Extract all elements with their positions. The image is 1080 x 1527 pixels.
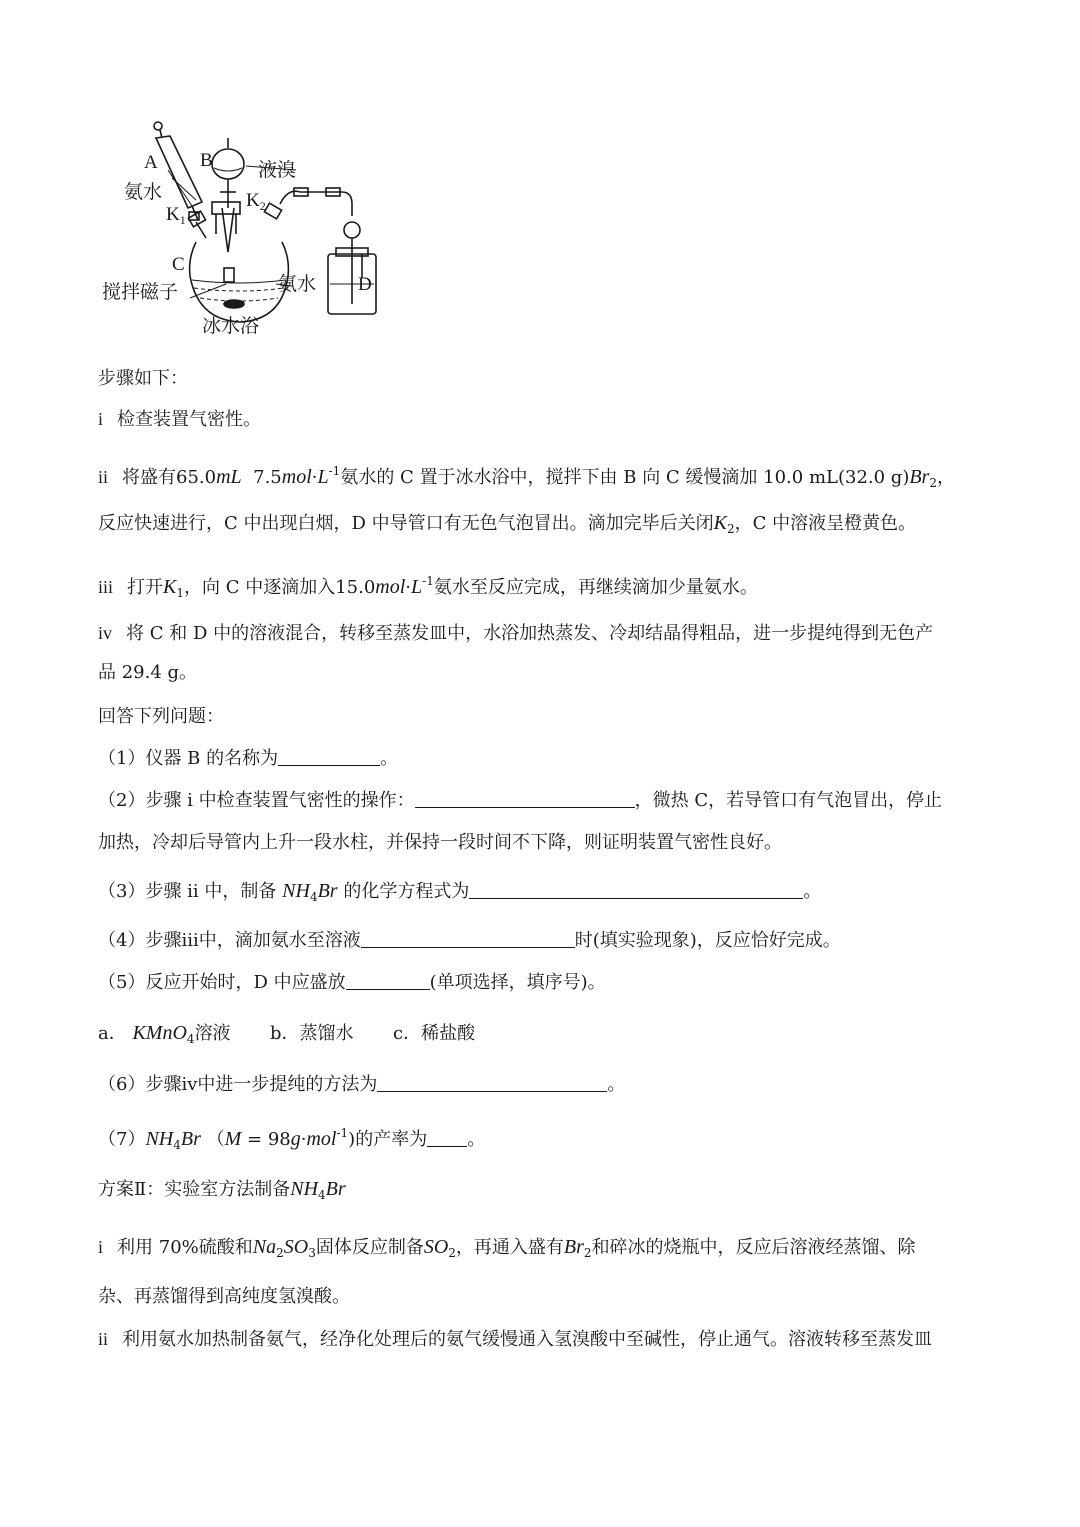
question-2-line2: 加热，冷却后导管内上升一段水柱，并保持一段时间不下降，则证明装置气密性良好。 bbox=[98, 832, 782, 853]
question-6: （6）步骤iv中进一步提纯的方法为 。 bbox=[98, 1074, 626, 1095]
answer-blank-2[interactable] bbox=[415, 789, 635, 808]
option-c[interactable]: c．稀盐酸 bbox=[393, 1023, 476, 1044]
option-a[interactable]: a． KMnO$_4$溶液 bbox=[98, 1022, 231, 1046]
steps-heading: 步骤如下： bbox=[98, 368, 188, 389]
answer-blank-6[interactable] bbox=[377, 1073, 607, 1092]
question-5: （5）反应开始时，D 中应盛放 (单项选择，填序号)。 bbox=[98, 972, 606, 993]
label-k1: $K_1$ bbox=[166, 204, 186, 227]
scheme-2-heading: 方案Ⅱ：实验室方法制备$NH_4Br$ bbox=[98, 1178, 346, 1202]
question-4: （4）步骤iii中，滴加氨水至溶液 时(填实验现象)，反应恰好完成。 bbox=[98, 930, 841, 951]
funnel-b bbox=[212, 138, 244, 252]
label-liquid-bromine: 液溴 bbox=[258, 159, 297, 181]
step-ii-line1: ii 将盛有65.0mL $7.5mol\cdot L^{-1}$氨水的 C 置于冰水浴中，搅拌下由 B 向 C 缓慢滴加 10.0 mL(32.0 $g)Br_2$， bbox=[98, 464, 955, 490]
label-k2: $K_2$ bbox=[246, 190, 266, 213]
label-ammonia-right: 氨水 bbox=[278, 273, 317, 295]
apparatus-figure bbox=[96, 108, 386, 348]
answer-blank-3[interactable] bbox=[469, 880, 803, 899]
answer-blank-5[interactable] bbox=[346, 971, 430, 990]
bottle-d bbox=[328, 222, 376, 314]
label-ice-bath: 冰水浴 bbox=[202, 315, 260, 337]
scheme-2-step-i-line2: 杂、再蒸馏得到高纯度氢溴酸。 bbox=[98, 1286, 350, 1307]
answer-blank-7[interactable] bbox=[427, 1128, 467, 1147]
question-3: （3）步骤 ii 中，制备 $NH_4Br$ 的化学方程式为 。 bbox=[98, 880, 822, 904]
label-b: B bbox=[200, 150, 213, 171]
label-c: C bbox=[172, 254, 185, 275]
step-i: i 检查装置气密性。 bbox=[98, 409, 262, 430]
scheme-2-step-ii: ii 利用氨水加热制备氨气，经净化处理后的氨气缓慢通入氢溴酸中至碱性，停止通气。溶液转移至蒸发皿 bbox=[98, 1329, 933, 1350]
scheme-2-step-i-line1: i 利用 70%硫酸和$Na_2SO_3$固体反应制备$SO_2$，再通入盛有$Br_2$和碎冰的烧瓶中，反应后溶液经蒸馏、除 bbox=[98, 1236, 916, 1260]
step-ii-line2: 反应快速进行，C 中出现白烟，D 中导管口有无色气泡冒出。滴加完毕后关闭$K_2$，C 中溶液呈橙黄色。 bbox=[98, 512, 917, 536]
step-iv-line2: 品 29.4 g。 bbox=[98, 662, 198, 683]
apparatus-diagram bbox=[96, 108, 386, 348]
label-d: D bbox=[358, 274, 372, 295]
options-row bbox=[98, 1020, 475, 1052]
answer-blank-4[interactable] bbox=[361, 929, 575, 948]
step-iii: iii 打开$K_1$，向 C 中逐滴加入$15.0mol\cdot L^{-1}$氨水至反应完成，再继续滴加少量氨水。 bbox=[98, 574, 758, 600]
gas-tube bbox=[280, 188, 352, 216]
label-a: A bbox=[144, 152, 158, 173]
label-stir-bar: 搅拌磁子 bbox=[102, 281, 179, 303]
answer-heading: 回答下列问题： bbox=[98, 706, 224, 727]
question-1: （1）仪器 B 的名称为 。 bbox=[98, 748, 399, 769]
question-7: $(7)NH_4Br$ （M = 98g·mol$^{-1}$)的产率为 。 bbox=[98, 1126, 486, 1152]
option-b[interactable]: b．蒸馏水 bbox=[270, 1023, 354, 1044]
question-2-line1: （2）步骤 i 中检查装置气密性的操作： ，微热 C，若导管口有气泡冒出，停止 bbox=[98, 790, 943, 811]
flask-c bbox=[188, 202, 288, 322]
label-ammonia-left: 氨水 bbox=[124, 181, 163, 203]
answer-blank-1[interactable] bbox=[278, 747, 380, 766]
step-iv-line1: iv 将 C 和 D 中的溶液混合，转移至蒸发皿中，水浴加热蒸发、冷却结晶得粗品，进一步提纯得到无色产 bbox=[98, 623, 934, 644]
